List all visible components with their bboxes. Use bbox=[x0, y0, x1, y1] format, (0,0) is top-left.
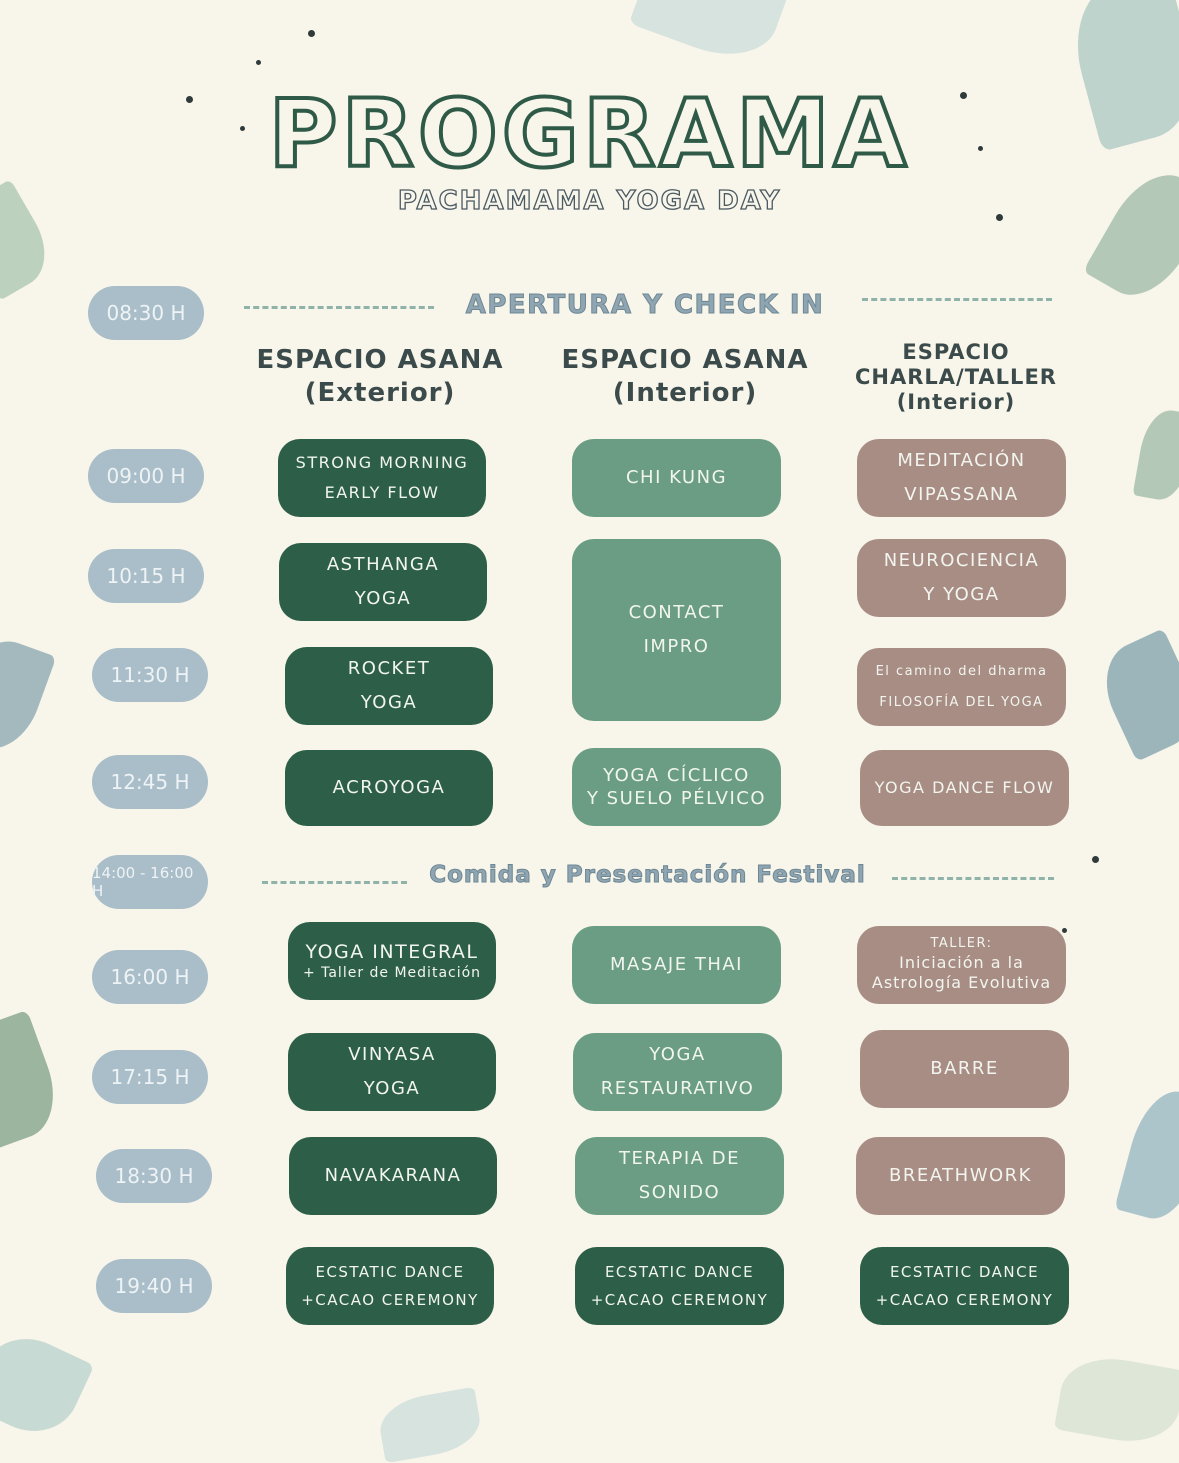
dashed-divider bbox=[262, 881, 407, 884]
session-card[interactable] bbox=[279, 543, 487, 621]
session-title: NEUROCIENCIA bbox=[883, 549, 1040, 571]
session-card[interactable] bbox=[285, 750, 493, 826]
session-card[interactable] bbox=[289, 1137, 497, 1215]
session-title: YOGA INTEGRAL bbox=[305, 940, 479, 963]
session-title: IMPRO bbox=[643, 636, 710, 657]
session-card[interactable] bbox=[285, 647, 493, 725]
session-title: ECSTATIC DANCE bbox=[889, 1262, 1040, 1281]
session-title: VINYASA bbox=[348, 1043, 436, 1065]
session-card[interactable] bbox=[857, 539, 1066, 617]
session-title: Iniciación a la bbox=[899, 952, 1024, 972]
time-pill: 16:00 H bbox=[92, 950, 208, 1004]
time-pill: 08:30 H bbox=[88, 286, 204, 340]
sparkle-dot bbox=[1062, 928, 1067, 933]
leaf-decoration bbox=[1054, 1350, 1179, 1450]
session-title: YOGA bbox=[363, 1078, 421, 1099]
leaf-decoration bbox=[1091, 628, 1179, 762]
session-card[interactable] bbox=[572, 539, 781, 721]
session-title: YOGA DANCE FLOW bbox=[874, 777, 1055, 797]
session-title: El camino del dharma bbox=[875, 663, 1048, 679]
dashed-divider bbox=[244, 306, 434, 309]
session-title: RESTAURATIVO bbox=[600, 1078, 755, 1099]
session-title: ECSTATIC DANCE bbox=[315, 1262, 465, 1281]
time-pill: 11:30 H bbox=[92, 648, 208, 702]
session-title: TERAPIA DE bbox=[619, 1147, 740, 1169]
column-header-subtitle: (Interior) bbox=[896, 390, 1016, 415]
time-pill: 14:00 - 16:00 H bbox=[92, 855, 208, 909]
session-title: Astrología Evolutiva bbox=[871, 973, 1052, 993]
column-header-exterior bbox=[250, 344, 510, 409]
session-card[interactable] bbox=[572, 748, 781, 826]
lunch-banner: Comida y Presentación Festival bbox=[429, 862, 866, 888]
session-title: +CACAO CEREMONY bbox=[875, 1291, 1054, 1309]
column-header-title: ESPACIO ASANA bbox=[256, 345, 504, 375]
time-pill: 17:15 H bbox=[92, 1050, 208, 1104]
opening-banner: APERTURA Y CHECK IN bbox=[465, 290, 825, 320]
time-pill: 10:15 H bbox=[88, 549, 204, 603]
session-card[interactable] bbox=[857, 648, 1066, 726]
session-card[interactable] bbox=[860, 1247, 1069, 1325]
session-card[interactable] bbox=[856, 1137, 1065, 1215]
page-title: PROGRAMA bbox=[268, 80, 911, 189]
session-card[interactable] bbox=[860, 750, 1069, 826]
time-pill: 09:00 H bbox=[88, 449, 204, 503]
leaf-decoration bbox=[629, 0, 791, 71]
session-card[interactable] bbox=[857, 439, 1066, 517]
dashed-divider bbox=[862, 298, 1052, 301]
session-card[interactable] bbox=[286, 1247, 494, 1325]
session-title: YOGA CÍCLICO bbox=[603, 764, 750, 786]
session-card[interactable] bbox=[572, 926, 781, 1004]
column-header-subtitle: (Exterior) bbox=[304, 377, 456, 408]
session-title: ROCKET bbox=[347, 657, 431, 679]
session-card[interactable] bbox=[573, 1033, 782, 1111]
leaf-decoration bbox=[1114, 1083, 1179, 1227]
session-title: SONIDO bbox=[638, 1182, 721, 1203]
time-pill: 19:40 H bbox=[96, 1259, 212, 1313]
leaf-decoration bbox=[0, 630, 56, 761]
session-title: CONTACT bbox=[628, 601, 725, 623]
session-card[interactable] bbox=[288, 922, 496, 1000]
leaf-decoration bbox=[0, 1323, 94, 1447]
session-title: CHI KUNG bbox=[625, 466, 728, 488]
dashed-divider bbox=[892, 877, 1054, 880]
session-title: EARLY FLOW bbox=[324, 483, 440, 502]
session-title: ACROYOGA bbox=[332, 776, 446, 798]
sparkle-dot bbox=[256, 60, 261, 65]
session-card[interactable] bbox=[572, 439, 781, 517]
session-card[interactable] bbox=[575, 1247, 784, 1325]
session-title: TALLER: bbox=[930, 935, 993, 951]
session-title: ECSTATIC DANCE bbox=[604, 1262, 755, 1281]
session-title: FILOSOFÍA DEL YOGA bbox=[879, 695, 1044, 710]
leaf-decoration bbox=[376, 1387, 485, 1463]
session-title: VIPASSANA bbox=[904, 484, 1019, 505]
column-header-title: ESPACIO bbox=[902, 340, 1010, 364]
session-card[interactable] bbox=[575, 1137, 784, 1215]
column-header-interior bbox=[555, 344, 815, 409]
session-title: YOGA bbox=[649, 1043, 706, 1065]
session-card[interactable] bbox=[288, 1033, 496, 1111]
time-pill: 12:45 H bbox=[92, 755, 208, 809]
session-title: YOGA bbox=[354, 588, 412, 609]
session-card[interactable] bbox=[278, 439, 486, 517]
session-title: STRONG MORNING bbox=[295, 452, 469, 472]
session-title: NAVAKARANA bbox=[324, 1164, 462, 1186]
session-title: +CACAO CEREMONY bbox=[590, 1291, 769, 1309]
sparkle-dot bbox=[1092, 856, 1099, 863]
session-title: Y YOGA bbox=[923, 584, 1000, 605]
column-header-title: ESPACIO ASANA bbox=[561, 345, 809, 375]
session-title: YOGA bbox=[360, 692, 418, 713]
column-header-title: CHARLA/TALLER bbox=[855, 365, 1057, 390]
session-title: Y SUELO PÉLVICO bbox=[586, 788, 767, 809]
column-header-subtitle: (Interior) bbox=[612, 377, 758, 408]
session-title: ASTHANGA bbox=[326, 553, 440, 575]
time-pill: 18:30 H bbox=[96, 1149, 212, 1203]
page-subtitle: PACHAMAMA YOGA DAY bbox=[397, 186, 782, 216]
sparkle-dot bbox=[308, 30, 315, 37]
session-title: BARRE bbox=[930, 1057, 999, 1079]
session-subtitle: + Taller de Meditación bbox=[302, 965, 482, 982]
session-title: BREATHWORK bbox=[889, 1164, 1032, 1186]
session-card[interactable] bbox=[857, 926, 1066, 1004]
session-title: MEDITACIÓN bbox=[897, 449, 1026, 471]
session-title: MASAJE THAI bbox=[610, 953, 743, 975]
leaf-decoration bbox=[0, 1010, 68, 1150]
session-card[interactable] bbox=[860, 1030, 1069, 1108]
session-title: +CACAO CEREMONY bbox=[301, 1291, 479, 1309]
column-header-charla bbox=[840, 340, 1072, 416]
leaf-decoration bbox=[1133, 406, 1179, 503]
